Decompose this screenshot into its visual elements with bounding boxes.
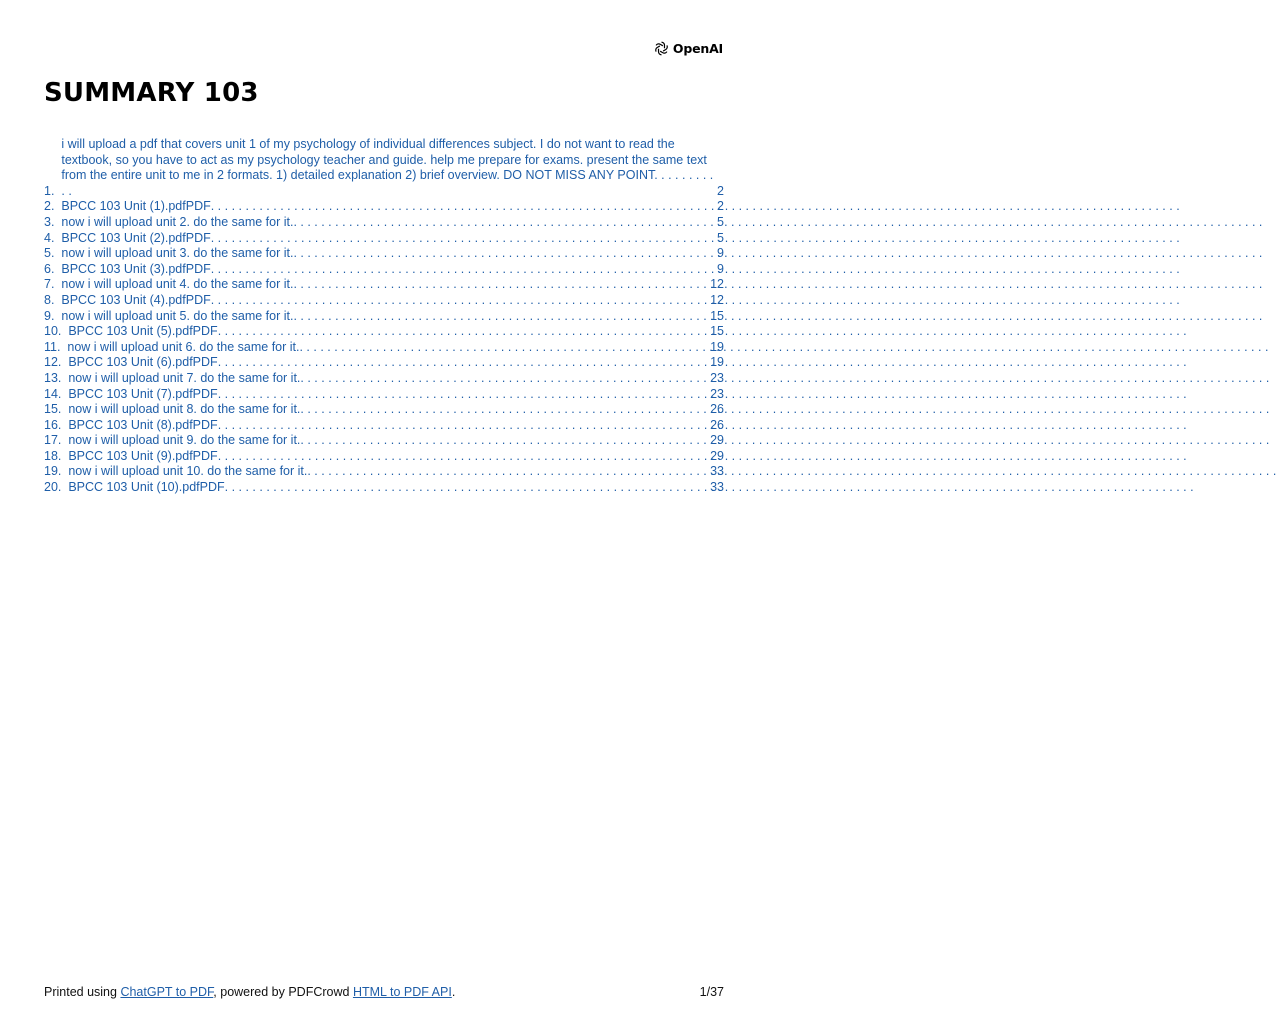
toc-item-page-number: 15: [710, 324, 724, 339]
toc-dot-leader: [211, 293, 710, 309]
toc-item-page-number: 26: [710, 402, 724, 417]
chatgpt-to-pdf-link[interactable]: ChatGPT to PDF: [120, 985, 214, 999]
toc-dot-leader: [218, 387, 710, 403]
toc-dot-leader: [218, 449, 710, 465]
toc-item[interactable]: [44, 464, 724, 480]
toc-item[interactable]: [44, 433, 724, 449]
toc-item-page-number: 9: [717, 261, 724, 276]
toc-item[interactable]: [44, 449, 724, 465]
toc-dot-leader: [211, 199, 717, 215]
toc-item-number: 10.: [44, 324, 69, 339]
page-title: SUMMARY 103: [44, 78, 259, 108]
toc-item-page-number: 33: [710, 480, 724, 495]
toc-item-number: 7.: [44, 277, 62, 292]
toc-item-label: BPCC 103 Unit (5).pdfPDF: [68, 324, 218, 339]
toc-item-body: [61, 137, 717, 199]
toc-dot-leader: [293, 246, 717, 262]
toc-item-page-number: 19: [710, 339, 724, 354]
toc-item-number: 11.: [44, 339, 68, 354]
toc-dot-leader: [211, 262, 717, 278]
toc-item-label: BPCC 103 Unit (9).pdfPDF: [68, 448, 218, 463]
toc-item-page-number: 15: [710, 308, 724, 323]
toc-item-number: 19.: [44, 464, 69, 479]
toc-item[interactable]: [44, 262, 724, 278]
toc-item-label: BPCC 103 Unit (1).pdfPDF: [61, 199, 211, 214]
toc-item-number: 2.: [44, 199, 62, 214]
toc-item-number: 3.: [44, 214, 62, 229]
toc-item-page-number: 23: [710, 386, 724, 401]
toc-item-page-number: 26: [710, 417, 724, 432]
toc-item-number: 6.: [44, 261, 62, 276]
toc-item-label: BPCC 103 Unit (4).pdfPDF: [61, 292, 211, 307]
toc-item[interactable]: [44, 324, 724, 340]
toc-dot-leader: [300, 371, 710, 387]
toc-item-page-number: 23: [710, 370, 724, 385]
toc-item-label: now i will upload unit 4. do the same for it.: [61, 277, 294, 292]
toc-item-page-number: 2: [717, 183, 724, 198]
toc-item-number: 14.: [44, 386, 69, 401]
toc-item-label: BPCC 103 Unit (7).pdfPDF: [68, 386, 218, 401]
toc-item-number: 20.: [44, 480, 69, 495]
toc-item-page-number: 9: [717, 246, 724, 261]
toc-item[interactable]: [44, 137, 724, 199]
toc-item-number: 12.: [44, 355, 69, 370]
toc-item-label: BPCC 103 Unit (3).pdfPDF: [61, 261, 211, 276]
toc-item-page-number: 2: [717, 199, 724, 214]
toc-item[interactable]: [44, 277, 724, 293]
toc-item[interactable]: [44, 215, 724, 231]
toc-item-number: 13.: [44, 370, 69, 385]
toc-item-label: i will upload a pdf that covers unit 1 of my psychology of individual differences subject. I do not want to read the textbook, so you have to act as my psychology teacher and guide. help me prepare for exams. present the same text from the entire unit to me in 2 formats. 1) detailed explanation 2) brief overview. DO NOT MISS ANY POINT. . . . . . . . . . .: [61, 137, 714, 198]
toc-item[interactable]: [44, 480, 724, 496]
footer-credit: [44, 985, 455, 999]
toc-item-label: now i will upload unit 9. do the same for it.: [68, 433, 301, 448]
toc-item-number: 17.: [44, 433, 69, 448]
toc-dot-leader: [307, 464, 710, 480]
toc-item[interactable]: [44, 340, 724, 356]
html-to-pdf-api-link[interactable]: HTML to PDF API: [352, 985, 452, 999]
toc-item-number: 4.: [44, 230, 62, 245]
toc-item-number: 5.: [44, 246, 62, 261]
toc-item-page-number: 33: [710, 464, 724, 479]
footer-middle: , powered by PDFCrowd: [213, 985, 353, 999]
toc-item-number: 9.: [44, 308, 62, 323]
toc-item-label: BPCC 103 Unit (2).pdfPDF: [61, 230, 211, 245]
toc-dot-leader: [218, 324, 710, 340]
toc-item-number: 18.: [44, 448, 69, 463]
toc-item-label: now i will upload unit 3. do the same for it.: [61, 246, 294, 261]
toc-dot-leader: [218, 418, 710, 434]
toc-item[interactable]: [44, 199, 724, 215]
toc-item-label: BPCC 103 Unit (6).pdfPDF: [68, 355, 218, 370]
toc-item-page-number: 12: [710, 277, 724, 292]
toc-dot-leader: [299, 340, 710, 356]
toc-dot-leader: [300, 433, 710, 449]
toc-item-number: 16.: [44, 417, 69, 432]
toc-item[interactable]: [44, 355, 724, 371]
toc-item[interactable]: [44, 402, 724, 418]
toc-item[interactable]: [44, 246, 724, 262]
toc-dot-leader: [211, 231, 717, 247]
toc-item-page-number: 29: [710, 448, 724, 463]
toc-item-number: 1.: [44, 183, 62, 198]
toc-item[interactable]: [44, 418, 724, 434]
page-indicator: 1/37: [699, 985, 724, 999]
toc-item-label: now i will upload unit 2. do the same for it.: [61, 214, 294, 229]
toc-item-label: now i will upload unit 7. do the same for it.: [68, 370, 301, 385]
toc-item-label: now i will upload unit 10. do the same for it.: [68, 464, 308, 479]
openai-logo-icon: [653, 40, 670, 57]
toc-dot-leader: [293, 277, 710, 293]
toc-dot-leader: [293, 309, 710, 325]
toc-item-page-number: 5: [717, 214, 724, 229]
footer-prefix: Printed using: [44, 985, 121, 999]
footer-suffix: .: [451, 985, 456, 999]
toc-item-page-number: 29: [710, 433, 724, 448]
toc-item-label: BPCC 103 Unit (10).pdfPDF: [68, 480, 225, 495]
toc-dot-leader: [300, 402, 710, 418]
footer: [44, 985, 724, 999]
toc-item[interactable]: [44, 309, 724, 325]
toc-item-page-number: 5: [717, 230, 724, 245]
toc-item-label: now i will upload unit 8. do the same for it.: [68, 402, 301, 417]
toc-dot-leader: [218, 355, 710, 371]
toc-item-label: now i will upload unit 6. do the same for it.: [67, 339, 300, 354]
toc-item[interactable]: [44, 293, 724, 309]
toc-item-label: now i will upload unit 5. do the same for it.: [61, 308, 294, 323]
toc-dot-leader: [225, 480, 710, 496]
toc-item-page-number: 19: [710, 355, 724, 370]
toc-dot-leader: [293, 215, 717, 231]
toc-item[interactable]: [44, 231, 724, 247]
toc-item-page-number: 12: [710, 292, 724, 307]
table-of-contents: [44, 137, 724, 496]
toc-item[interactable]: [44, 371, 724, 387]
toc-item[interactable]: [44, 387, 724, 403]
openai-logo-text: OpenAI: [672, 41, 723, 56]
toc-item-number: 15.: [44, 402, 69, 417]
toc-item-number: 8.: [44, 292, 62, 307]
toc-item-label: BPCC 103 Unit (8).pdfPDF: [68, 417, 218, 432]
openai-logo: [653, 40, 723, 57]
